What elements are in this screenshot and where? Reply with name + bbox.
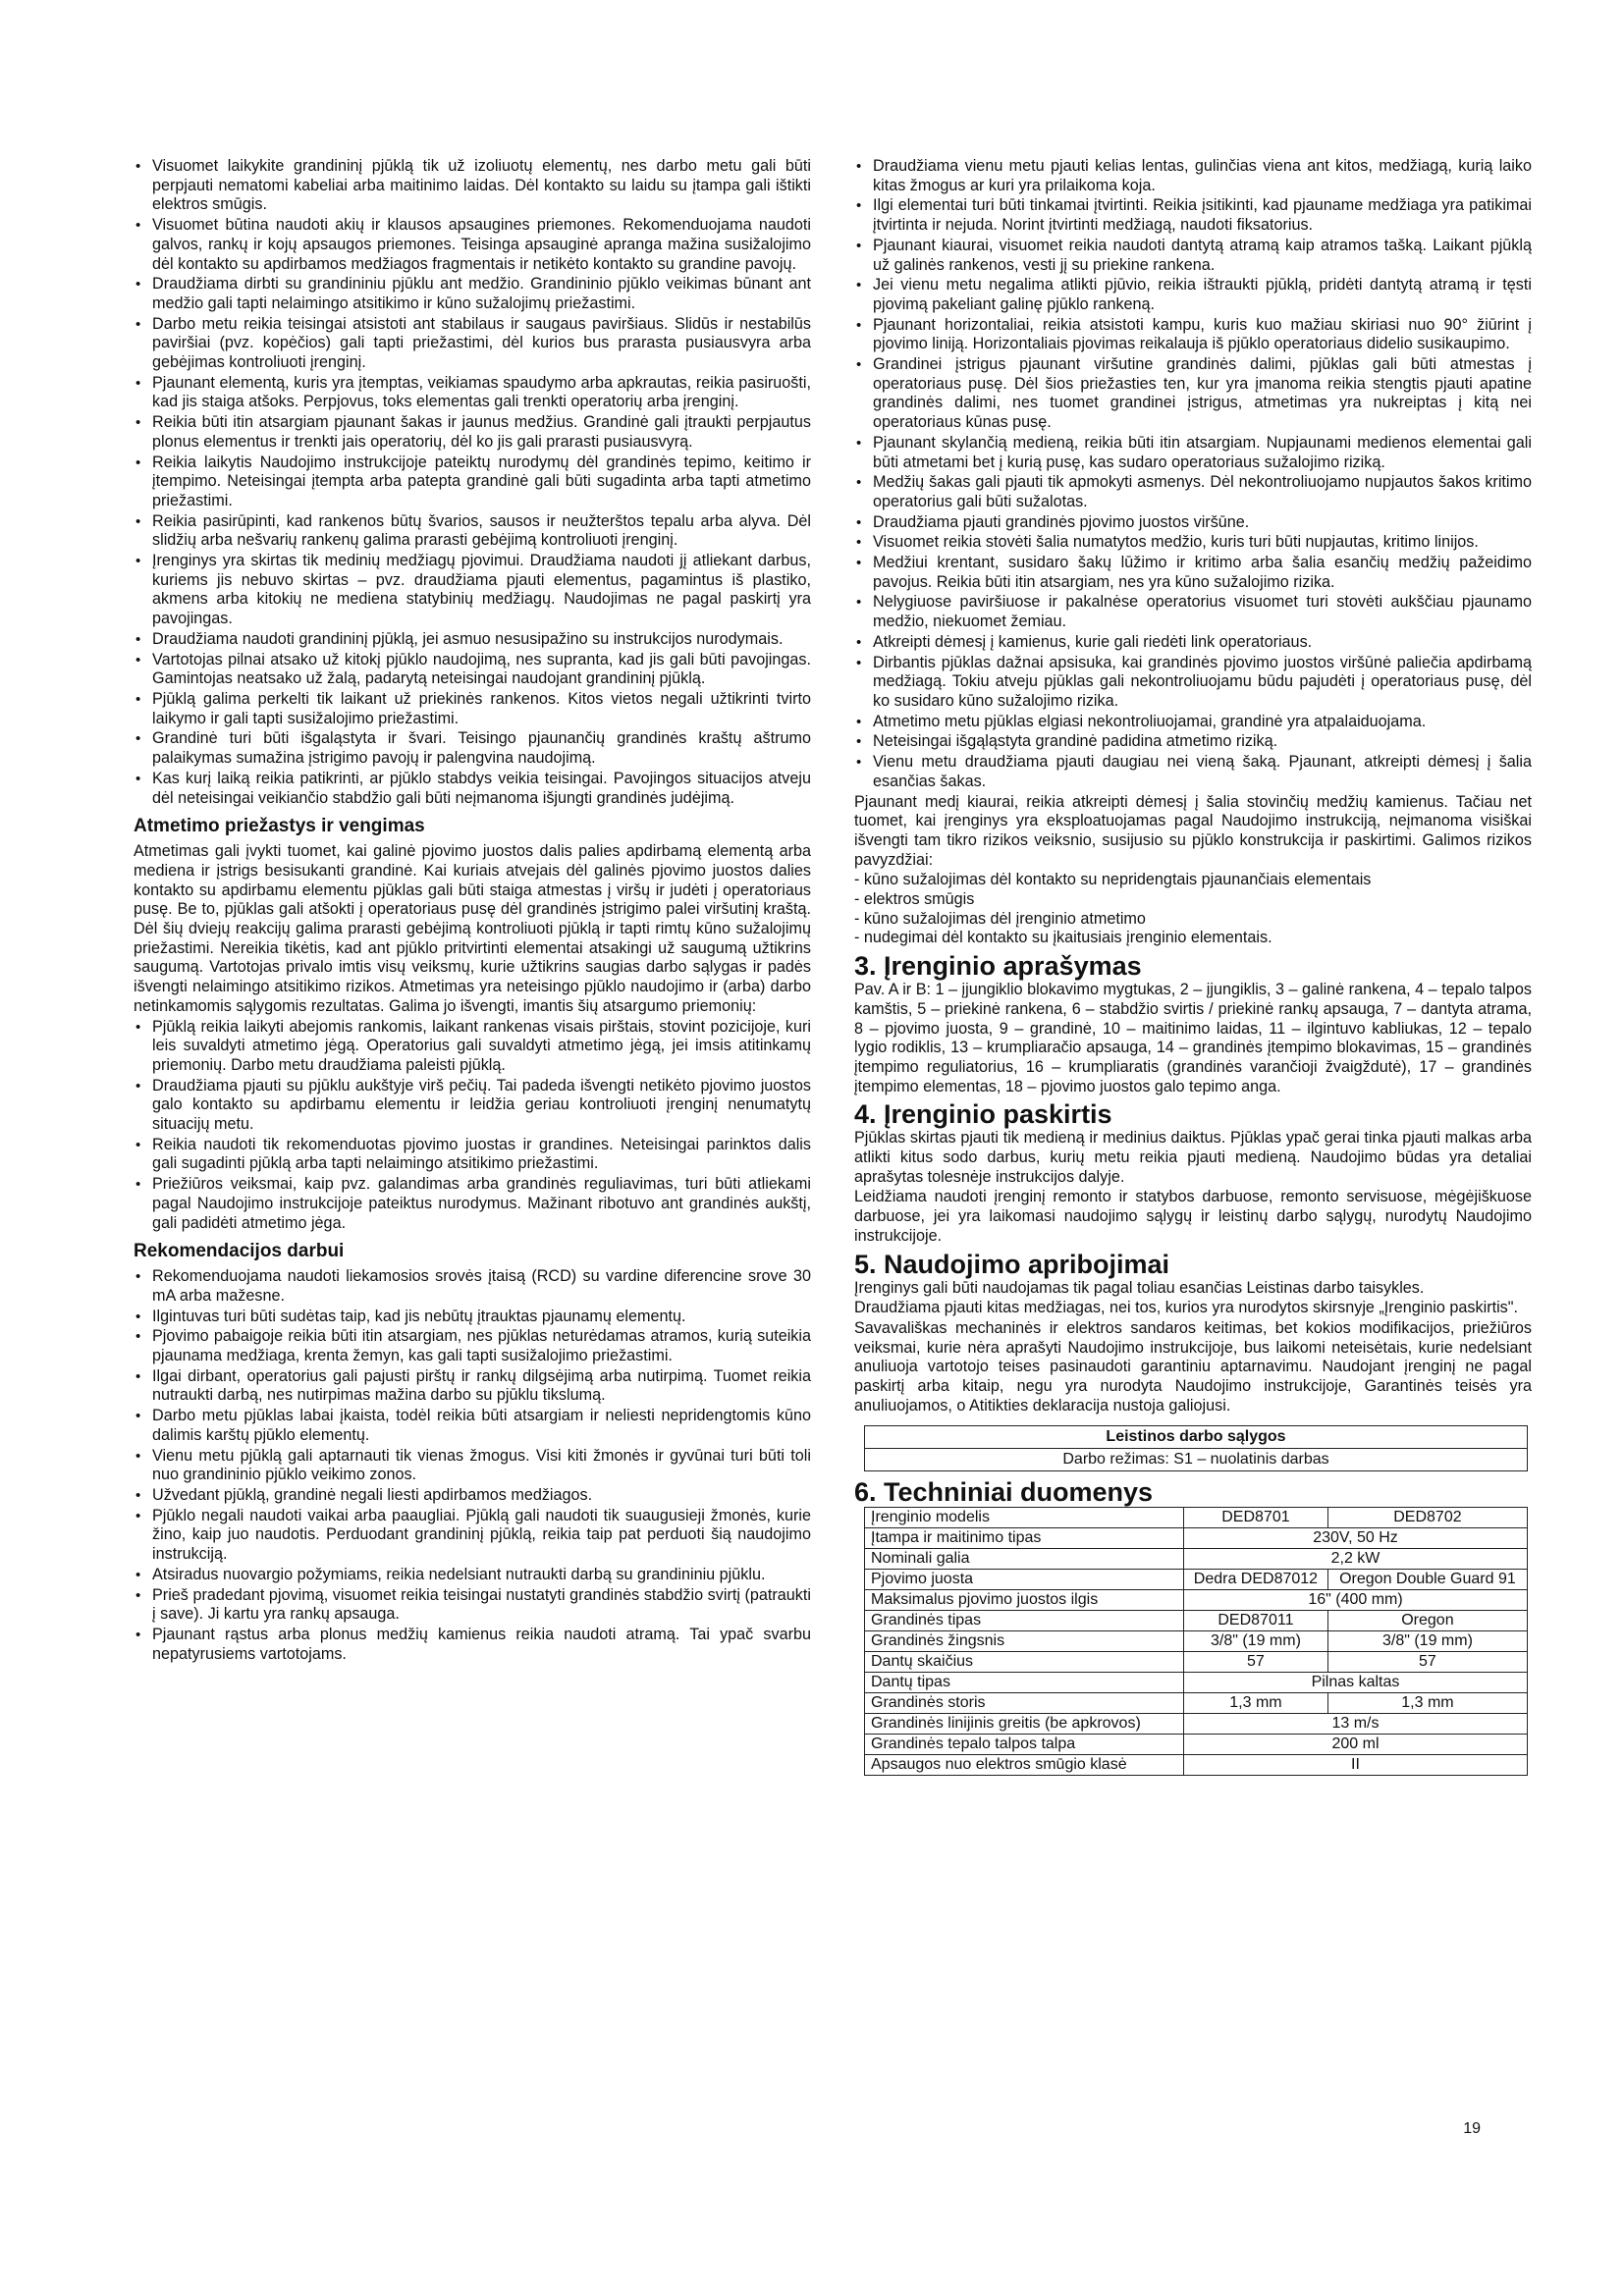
list-item: - nudegimai dėl kontakto su įkaitusiais įrenginio elementais. [854,929,1272,947]
section-4-paragraph-1: Pjūklas skirtas pjauti tik medieną ir medinius daiktus. Pjūklas ypač gerai tinka pjauti malkas arba atlikti kitus sodo darbus, kurių metu reikia pjauti medieną. Naudojimo būdas yra detaliai aprašytas tolesnėje instrukcijos dalyje. [854,1129,1532,1186]
table-row [865,1610,1528,1630]
spec-value: 200 ml [1184,1734,1528,1754]
list-item: • Ilgai dirbant, operatorius gali pajusti pirštų ir rankų dilgsėjimą arba nutirpimą. Tuomet reikia nutraukti darbą, nes nutirpimas mažina darbo su pjūklu tikslumą. [134,1367,811,1406]
list-item: • Nelygiuose paviršiuose ir pakalnėse operatorius visuomet turi stovėti aukščiau pjaunamo medžio, niekuomet žemiau. [854,593,1532,631]
list-item: • Draudžiama naudoti grandininį pjūklą, jei asmuo nesusipažino su instrukcijos nurodymais. [134,630,811,650]
section-5-paragraph-3: Savavališkas mechaninės ir elektros sandaros keitimas, bet kokios modifikacijos, priežiūros veiksmai, kurie nėra aprašyti Naudojimo instrukcijoje, bus laikomi neteisėtais, kurie nedelsiant anuliuoja vartotojo teises pasinaudoti garantiniu aptarnavimu. Naudojant įrenginį ne pagal paskirtį arba kitaip, negu yra nurodyta Naudojimo instrukcijoje, Garantinės teisės yra anuliuojamos, o Atitikties deklaracija nustoja galiojusi. [854,1318,1532,1415]
list-item: • Užvedant pjūklą, grandinė negali liesti apdirbamos medžiagos. [134,1486,811,1506]
spec-label: Dantų tipas [865,1672,1184,1692]
spec-label: Įrenginio modelis [865,1507,1184,1527]
list-item: • Atkreipti dėmesį į kamienus, kurie gali riedėti link operatoriaus. [854,633,1532,653]
spec-value: DED87011 [1184,1610,1328,1630]
spec-value: DED8702 [1327,1507,1527,1527]
list-item: • Pjūklo negali naudoti vaikai arba paaugliai. Pjūklą gali naudoti tik suaugusieji žmonės, kurie žino, kaip juo naudotis. Perduodant grandininį pjūklą, reikia taip pat perduoti šią naudojimo instrukciją. [134,1507,811,1565]
list-item: • Visuomet laikykite grandininį pjūklą tik už izoliuotų elementų, nes darbo metu gali būti perpjauti nematomi kabeliai arba maitinimo laidas. Dėl kontakto su laidu su įtampa gali ištikti elektros smūgis. [134,157,811,215]
list-item: • Priežiūros veiksmai, kaip pvz. galandimas arba grandinės reguliavimas, turi būti atliekami pagal Naudojimo instrukcijoje pateiktus nurodymus. Mažinant ribotuvo ant grandinės aukštį, gali padidėti atmetimo jėga. [134,1175,811,1233]
spec-value: 57 [1327,1651,1527,1672]
spec-label: Apsaugos nuo elektros smūgio klasė [865,1754,1184,1775]
spec-value: DED8701 [1184,1507,1328,1527]
list-item: • Reikia pasirūpinti, kad rankenos būtų švarios, sausos ir neužterštos tepalu arba alyva. Dėl slidžių arba nešvarių rankenų galima prarasti gebėjimą kontroliuoti įrenginį. [134,512,811,551]
list-item: • Draudžiama pjauti su pjūklu aukštyje virš pečių. Tai padeda išvengti netikėto pjovimo juostos galo kontakto su apdirbamu elementu ir leidžia geriau kontroliuoti įrenginį nenumatytų situacijų metu. [134,1077,811,1135]
list-item: - kūno sužalojimas dėl įrenginio atmetimo [854,909,1146,928]
kickback-list [134,1018,811,1234]
spec-value: Oregon [1327,1610,1527,1630]
section-3-text: Pav. A ir B: 1 – įjungiklio blokavimo mygtukas, 2 – įjungiklis, 3 – galinė rankena, 4 – tepalo talpos kamštis, 5 – priekinė rankena, 6 – stabdžio svirtis / priekinė rankų apsauga, 7 – dantyta atrama, 8 – pjovimo juosta, 9 – grandinė, 10 – maitinimo laidas, 11 – ilgintuvo kabliukas, 12 – tepalo lygio rodiklis, 13 – krumpliaračio apsauga, 14 – grandinės įtempimo blokavimas, 15 – grandinės įtempimo reguliatorius, 16 – krumpliaratis (grandinės varančioji žvaigždutė), 17 – grandinės įtempimo elementas, 18 – pjovimo juostos galo tepimo anga. [854,981,1532,1095]
list-item: • Pjovimo pabaigoje reikia būti itin atsargiam, nes pjūklas neturėdamas atramos, kurią suteikia pjaunama medžiaga, krenta žemyn, kas gali tapti susižalojimo priežastimi. [134,1327,811,1365]
left-column [134,157,811,1665]
table-row [865,1507,1528,1527]
list-item: • Atsiradus nuovargio požymiams, reikia nedelsiant nutraukti darbą su grandininiu pjūklu. [134,1566,811,1585]
list-item: • Reikia naudoti tik rekomenduotas pjovimo juostas ir grandines. Neteisingai parinktos dalis gali sugadinti pjūklą arba tapti nelaimingo atsitikimo priežastimi. [134,1136,811,1174]
list-item: • Pjūklą galima perkelti tik laikant už priekinės rankenos. Kitos vietos negali užtikrinti tvirto laikymo ir gali tapti susižalojimo priežastimi. [134,690,811,728]
safety-list-d [854,157,1532,792]
list-item: • Reikia laikytis Naudojimo instrukcijoje pateiktų nurodymų dėl grandinės tepimo, keitimo ir įtempimo. Neteisingai įtempta arba patepta grandinė gali būti sugadinta arba tapti atmetimo priežastimi. [134,454,811,511]
list-item: - kūno sužalojimas dėl kontakto su nepridengtais pjaunančiais elementais [854,871,1372,889]
list-item: • Grandinei įstrigus pjaunant viršutine grandinės dalimi, pjūklas gali būti atmestas į operatoriaus pusę. Dėl šios priežasties ten, kur yra įmanoma reikia stengtis pjauti apatine grandinės dalimi, nes tuomet grandinei įstrigus, atmetimas yra nukreiptas į kitą nei operatoriaus kūnas pusę. [854,355,1532,433]
list-item: • Pjaunant elementą, kuris yra įtemptas, veikiamas spaudymo arba apkrautas, reikia pasiruošti, kad jis staiga atšoks. Perpjovus, toks elementas gali trenkti operatorių arba įrenginį. [134,374,811,412]
list-item: • Reikia būti itin atsargiam pjaunant šakas ir jaunus medžius. Grandinė gali įtraukti perpjautus plonus elementus ir trenkti jais operatorių, dėl ko jis gali prarasti pusiausvyrą. [134,413,811,452]
spec-label: Grandinės žingsnis [865,1630,1184,1651]
list-item: • Atmetimo metu pjūklas elgiasi nekontroliuojamai, grandinė yra atpalaiduojama. [854,713,1532,732]
spec-value: 57 [1184,1651,1328,1672]
list-item: • Grandinė turi būti išgaląstyta ir švari. Teisingo pjaunančių grandinės kraštų aštrumo palaikymas sumažina įstrigimo pavojų ir palengvina naudojimą. [134,729,811,768]
table-row [865,1527,1528,1548]
spec-value: 230V, 50 Hz [1184,1527,1528,1548]
section-4-title: 4. Įrenginio paskirtis [854,1099,1112,1130]
spec-label: Grandinės storis [865,1692,1184,1713]
conditions-title: Leistinos darbo sąlygos [865,1426,1528,1449]
list-item: • Vienu metu draudžiama pjauti daugiau nei vieną šaką. Pjaunant, atkreipti dėmesį į šalia esančias šakas. [854,753,1532,791]
work-conditions-table [864,1425,1528,1470]
spec-value: 1,3 mm [1327,1692,1527,1713]
list-item: • Darbo metu reikia teisingai atsistoti ant stabilaus ir saugaus paviršiaus. Slidūs ir nestabilūs paviršiai (pvz. kopėčios) gali tapti priežastimi, dėl kurios bus prarasta pusiausvyra arba gebėjimas kontroliuoti įrenginį. [134,315,811,373]
list-item: • Visuomet reikia stovėti šalia numatytos medžio, kuris turi būti nupjautas, kritimo linijos. [854,533,1532,553]
list-item: • Pjaunant kiaurai, visuomet reikia naudoti dantytą atramą kaip atramos tašką. Laikant pjūklą už galinės rankenos, vesti jį su priekine rankena. [854,237,1532,275]
spec-label: Grandinės tipas [865,1610,1184,1630]
list-item: • Visuomet būtina naudoti akių ir klausos apsaugines priemones. Rekomenduojama naudoti galvos, rankų ir kojų apsaugos priemones. Teisinga apsauginė apranga mažina susižalojimo dėl kontakto su apdirbamos medžiagos fragmentais ir netikėto kontakto su grandine pavojų. [134,216,811,274]
residual-risk-paragraph: Pjaunant medį kiaurai, reikia atkreipti dėmesį į šalia stovinčių medžių kamienus. Tačiau net tuomet, kai įrenginys yra eksploatuojamas pagal Naudojimo instrukciją, neįmanoma visiškai išvengti tam tikro rizikos veiksnio, susijusio su pjūklo konstrukcija ir paskirtimi. Galimos rizikos pavyzdžiai: [854,792,1532,869]
list-item: • Pjaunant horizontaliai, reikia atsistoti kampu, kuris kuo mažiau skiriasi nuo 90° žiūrint į pjovimo liniją. Horizontaliais pjovimas reikalauja iš pjūklo operatoriaus didelio susikaupimo. [854,316,1532,354]
table-row [865,1713,1528,1734]
list-item: • Vartotojas pilnai atsako už kitokį pjūklo naudojimą, nes supranta, kad jis gali būti pavojingas. Gamintojas neatsako už žalą, padarytą neteisingai naudojant grandininį pjūklą. [134,651,811,689]
spec-label: Nominali galia [865,1548,1184,1569]
section-3-title: 3. Įrenginio aprašymas [854,951,1142,982]
list-item: • Prieš pradedant pjovimą, visuomet reikia teisingai nustatyti grandinės stabdžio svirtį (patraukti į save). Ji kartu yra rankų apsauga. [134,1586,811,1625]
spec-label: Grandinės tepalo talpos talpa [865,1734,1184,1754]
safety-list-a [134,157,811,808]
risk-list [854,871,1532,948]
section-5-paragraph-2: Draudžiama pjauti kitas medžiagas, nei tos, kurios yra nurodytos skirsnyje „Įrenginio paskirtis". [854,1299,1519,1317]
list-item: • Dirbantis pjūklas dažnai apsisuka, kai grandinės pjovimo juostos viršūnė paliečia apdirbamą medžiagą. Tokiu atveju pjūklas gali nekontroliuojamu būdu pajudėti į operatoriaus pusę, dėl ko susidaro kūno sužalojimo rizika. [854,654,1532,712]
table-row [865,1548,1528,1569]
table-row [865,1651,1528,1672]
list-item: • Vienu metu pjūklą gali aptarnauti tik vienas žmogus. Visi kiti žmonės ir gyvūnai turi būti toli nuo grandininio pjūklo veikimo zonos. [134,1447,811,1485]
list-item: • Jei vienu metu negalima atlikti pjūvio, reikia ištraukti pjūklą, pridėti dantytą atramą ir tęsti pjovimą pakeliant galinę pjūklo rankeną. [854,276,1532,314]
spec-value: Pilnas kaltas [1184,1672,1528,1692]
list-item: • Įrenginys yra skirtas tik medinių medžiagų pjovimui. Draudžiama naudoti jį atliekant darbus, kuriems jis nebuvo skirtas – pvz. draudžiama pjauti elementus, pagamintus iš plastiko, akmens arba kitokių ne mediena statybinių medžiagų. Naudojimas ne pagal paskirtį yra pavojingas. [134,552,811,629]
list-item: • Darbo metu pjūklas labai įkaista, todėl reikia būti atsargiam ir neliesti nepridengtomis kūno dalimis karštų pjūklo elementų. [134,1407,811,1445]
right-column [854,157,1532,1776]
list-item: • Rekomenduojama naudoti liekamosios srovės įtaisą (RCD) su vardine diferencine srove 30 mA arba mažesne. [134,1267,811,1306]
list-item: • Ilgintuvas turi būti sudėtas taip, kad jis nebūtų įtrauktas pjaunamų elementų. [134,1308,811,1327]
spec-label: Maksimalus pjovimo juostos ilgis [865,1589,1184,1610]
table-row [865,1672,1528,1692]
list-item: - elektros smūgis [854,890,975,909]
table-row [865,1569,1528,1589]
spec-value: 3/8" (19 mm) [1184,1630,1328,1651]
spec-value: Dedra DED87012 [1184,1569,1328,1589]
list-item: • Medžiui krentant, susidaro šakų lūžimo ir kritimo arba šalia esančių medžių pažeidimo pavojus. Reikia būti itin atsargiam, nes yra kūno sužalojimo rizika. [854,554,1532,592]
list-item: • Draudžiama dirbti su grandininiu pjūklu ant medžio. Grandininio pjūklo veikimas būnant ant medžio gali tapti nelaimingo atsitikimo ir kūno sužalojimų priežastimi. [134,275,811,313]
spec-value: 13 m/s [1184,1713,1528,1734]
page-number: 19 [1463,2120,1481,2137]
table-row [865,1692,1528,1713]
spec-table [864,1507,1528,1776]
spec-label: Grandinės linijinis greitis (be apkrovos) [865,1713,1184,1734]
section-5-title: 5. Naudojimo apribojimai [854,1249,1170,1279]
list-item: • Draudžiama pjauti grandinės pjovimo juostos viršūne. [854,513,1532,533]
spec-label: Įtampa ir maitinimo tipas [865,1527,1184,1548]
spec-value: II [1184,1754,1528,1775]
conditions-text: Darbo režimas: S1 – nuolatinis darbas [865,1449,1528,1471]
list-item: • Pjaunant rąstus arba plonus medžių kamienus reikia naudoti atramą. Tai ypač svarbu nepatyrusiems vartotojams. [134,1626,811,1664]
list-item: • Neteisingai išgąląstyta grandinė padidina atmetimo riziką. [854,732,1532,752]
spec-value: 3/8" (19 mm) [1327,1630,1527,1651]
table-row [865,1630,1528,1651]
list-item: • Medžių šakas gali pjauti tik apmokyti asmenys. Dėl nekontroliuojamo nupjautos šakos kritimo operatorius gali būti sužalotas. [854,473,1532,511]
list-item: • Pjūklą reikia laikyti abejomis rankomis, laikant rankenas visais pirštais, stovint pozicijoje, kuri leis suvaldyti atmetimo jėgą. Operatorius gali suvaldyti atmetimo jėgą, jei imsis atitinkamų priemonių. Darbo metu draudžiama paleisti pjūklą. [134,1018,811,1076]
list-item: • Pjaunant skylančią medieną, reikia būti itin atsargiam. Nupjaunami medienos elementai gali būti atmetami bet į kurią pusę, kas sudaro operatoriaus sužalojimo riziką. [854,434,1532,472]
table-row [865,1754,1528,1775]
section-4-paragraph-2: Leidžiama naudoti įrenginį remonto ir statybos darbuose, remonto servisuose, mėgėjiškuose darbuose, jei yra laikomasi naudojimo sąlygų ir leistinų darbo sąlygų, nurodytų Naudojimo instrukcijoje. [854,1188,1532,1245]
table-row [865,1589,1528,1610]
section-5-paragraph-1: Įrenginys gali būti naudojamas tik pagal toliau esančias Leistinas darbo taisykles. [854,1278,1425,1297]
spec-value: 2,2 kW [1184,1548,1528,1569]
list-item: • Kas kurį laiką reikia patikrinti, ar pjūklo stabdys veikia teisingai. Pavojingos situacijos atveju dėl neteisingai veikiančio stabdžio gali būti neįmanoma išjungti grandinės judėjimą. [134,770,811,808]
heading-kickback: Atmetimo priežastys ir vengimas [134,816,425,837]
kickback-paragraph: Atmetimas gali įvykti tuomet, kai galinė pjovimo juostos dalis palies apdirbamą elementą arba mediena ir įstrigs besisukanti grandinė. Kai kuriais atvejais dėl galinės pjovimo juostos dalies kontakto su apdirbamu elementu pjūklas gali būti staiga atmestas į viršų ir judėti į operatoriaus pusę. Be to, pjūklas gali atšokti į operatoriaus pusę dėl grandinės įstrigimo palei viršutinį kraštą. Dėl šių dviejų reakcijų galima prarasti gebėjimą kontroliuoti pjūklą ir tapti rimtų kūno sužalojimų priežastimi. Nereikia tikėtis, kad ant pjūklo pritvirtinti elementai atsakingi už saugumą užtikrins saugumą. Vartotojas privalo imtis visų veiksmų, kurie užtikrins saugias darbo sąlygas ir padės išvengti nelaimingo atsitikimo rizikos. Atmetimas yra neteisingo pjūklo naudojimo ir (arba) darbo netinkamomis sąlygomis rezultatas. Galima jo išvengti, imantis šių atsargumo priemonių: [134,842,811,1015]
spec-value: 16" (400 mm) [1184,1589,1528,1610]
spec-label: Dantų skaičius [865,1651,1184,1672]
table-row [865,1734,1528,1754]
section-6-title: 6. Techniniai duomenys [854,1476,1154,1507]
recommendations-list [134,1267,811,1664]
spec-value: 1,3 mm [1184,1692,1328,1713]
spec-label: Pjovimo juosta [865,1569,1184,1589]
list-item: • Ilgi elementai turi būti tinkamai įtvirtinti. Reikia įsitikinti, kad pjauname medžiaga yra patikimai įtvirtinta ir nejuda. Norint įtvirtinti medžiagą, naudoti fiksatorius. [854,196,1532,235]
spec-value: Oregon Double Guard 91 [1327,1569,1527,1589]
list-item: • Draudžiama vienu metu pjauti kelias lentas, gulinčias viena ant kitos, medžiagą, kurią laiko kitas žmogus ar kuri yra prilaikoma koja. [854,157,1532,195]
heading-recommendations: Rekomendacijos darbui [134,1241,345,1262]
